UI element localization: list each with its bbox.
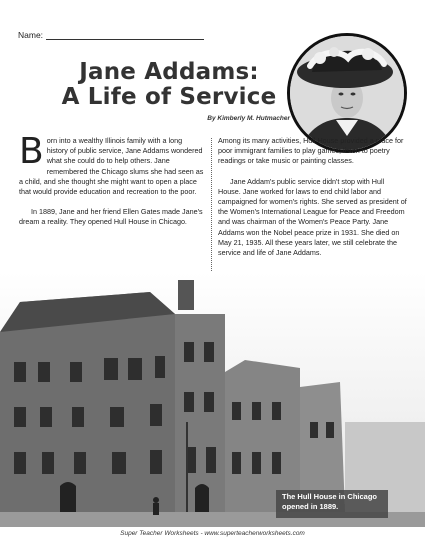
dropcap: B bbox=[19, 131, 44, 172]
left-paragraph-2: In 1889, Jane and her friend Ellen Gates made Jane's dream a reality. They opened Hull House in Chicago. bbox=[19, 207, 203, 227]
name-line[interactable] bbox=[46, 30, 204, 40]
byline: By Kimberly M. Hutmacher bbox=[207, 115, 290, 122]
left-column bbox=[19, 131, 205, 228]
name-label: Name: bbox=[18, 30, 44, 40]
right-column bbox=[218, 136, 408, 258]
right-paragraph-1: Among its many activities, Hull House provided a place for poor immigrant families to play games, listen to poetry readings or take music or painting classes. bbox=[218, 136, 404, 166]
hull-house-photo bbox=[0, 272, 425, 527]
footer-credit: Super Teacher Worksheets - www.superteacherworksheets.com bbox=[120, 530, 305, 537]
name-field[interactable] bbox=[18, 30, 204, 40]
caption-line-2: opened in 1889. bbox=[282, 501, 339, 511]
photo-caption bbox=[276, 490, 388, 518]
jane-addams-portrait bbox=[287, 33, 407, 153]
title-line-1: Jane Addams: bbox=[79, 59, 259, 85]
left-paragraph-1: orn into a wealthy Illinois family with a long history of public service, Jane Addams wondered what she could do to help others. Jane remembered the Chicago slums she had seen as a child, and she thought she might want to open a place that would provide education and recreation to the poor. bbox=[19, 136, 204, 197]
caption-line-1: The Hull House in Chicago bbox=[282, 492, 378, 501]
column-divider bbox=[211, 138, 212, 281]
title-line-2: A Life of Service bbox=[61, 84, 277, 110]
page-title bbox=[44, 60, 294, 110]
right-paragraph-2: Jane Addam's public service didn't stop with Hull House. Jane worked for laws to end child labor and campaigned for women's rights. She served as president of the Women's International League for Peace and Freedom and was chairman of the Women's Peace Party. Jane Addams won the Nobel peace prize in 1931. She died on May 21, 1935. All these years later, we still celebrate the service and life of Jane Addams. bbox=[218, 176, 407, 258]
